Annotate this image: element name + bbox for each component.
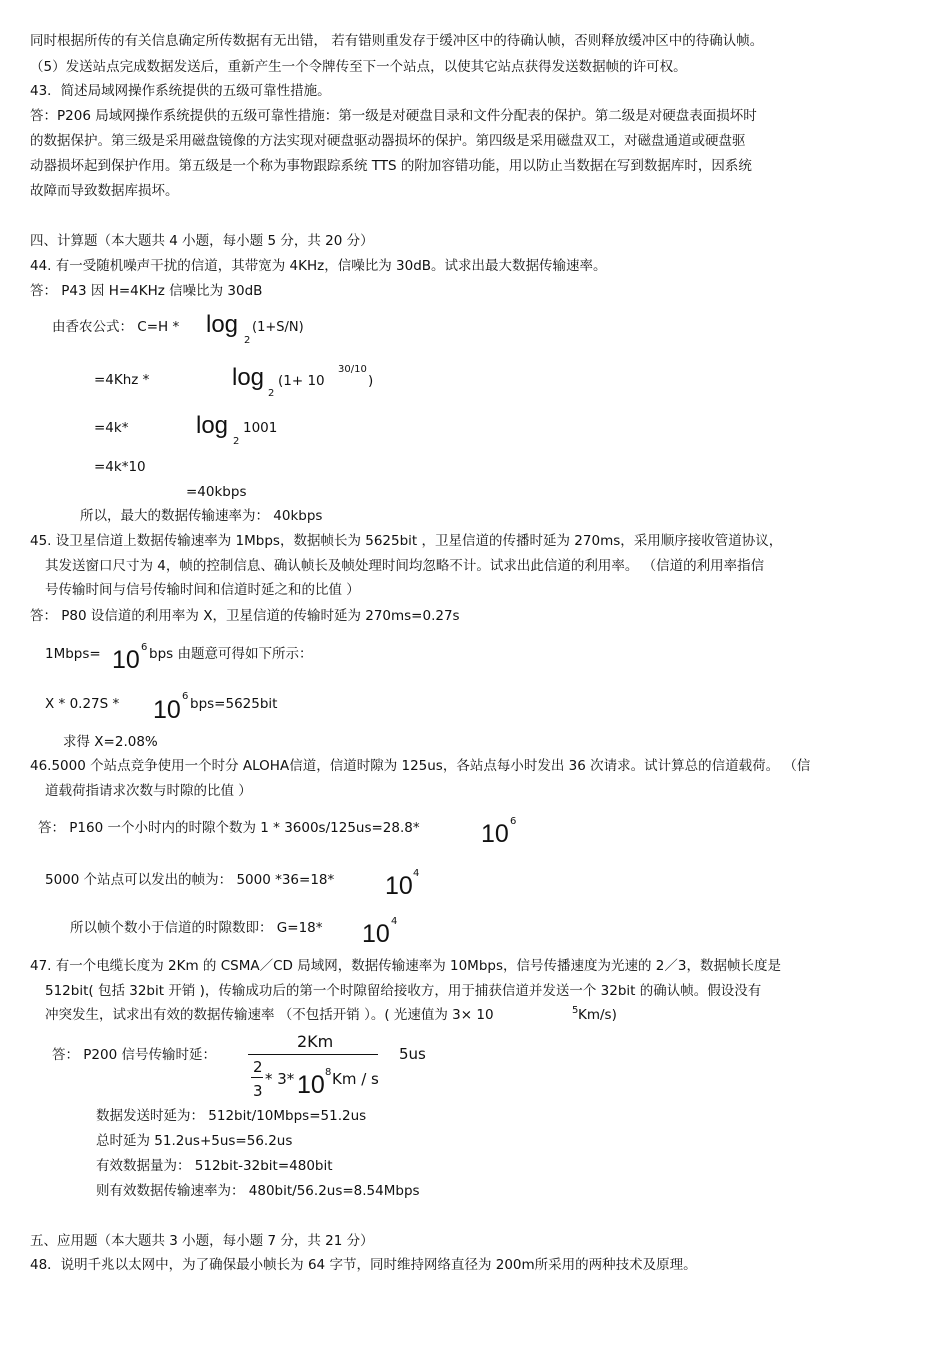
answer-46: 5000 个站点可以发出的帧为： 5000 *36=18* bbox=[45, 872, 335, 888]
equation-text: 1Mbps= bbox=[45, 646, 101, 662]
formula-step: =4k* bbox=[94, 420, 129, 436]
exponent: 4 bbox=[413, 868, 420, 879]
power-base: 10 bbox=[153, 696, 181, 724]
fraction-bar bbox=[251, 1077, 263, 1078]
question-47: 冲突发生，试求出有效的数据传输速率 （不包括开销 ）。( 光速值为 3× 10 bbox=[45, 1007, 494, 1023]
log-base: 2 bbox=[268, 388, 275, 399]
exponent: 4 bbox=[391, 916, 398, 927]
fraction-part: 2 bbox=[253, 1058, 263, 1076]
exponent: 6 bbox=[182, 691, 189, 702]
fraction-numerator: 2Km bbox=[297, 1032, 334, 1051]
calc-line: 有效数据量为： 512bit-32bit=480bit bbox=[96, 1158, 333, 1174]
power-base: 10 bbox=[385, 872, 413, 900]
equation-text: X * 0.27S * bbox=[45, 696, 120, 712]
exponent: 6 bbox=[510, 816, 517, 827]
log-base: 2 bbox=[244, 335, 251, 346]
question-47: 47. 有一个电缆长度为 2Km 的 CSMA／CD 局域网，数据传输速率为 10Mbps，信号传播速度为光速的 2／3，数据帧长度是 bbox=[30, 958, 781, 974]
equation-text: bps=5625bit bbox=[190, 696, 278, 712]
exponent: 8 bbox=[325, 1067, 332, 1078]
question-44: 44. 有一受随机噪声干扰的信道，其带宽为 4KHz，信噪比为 30dB。试求出最大数据传输速率。 bbox=[30, 258, 607, 274]
calc-line: 总时延为 51.2us+5us=56.2us bbox=[96, 1133, 293, 1149]
power-base: 10 bbox=[112, 646, 140, 674]
power-base: 10 bbox=[481, 820, 509, 848]
text-line: （5）发送站点完成数据发送后，重新产生一个令牌传至下一个站点，以使其它站点获得发送数据帧的许可权。 bbox=[30, 59, 687, 75]
fraction-bar bbox=[248, 1054, 378, 1055]
section-heading-4: 四、计算题（本大题共 4 小题，每小题 5 分，共 20 分） bbox=[30, 233, 374, 249]
question-43: 43．简述局域网操作系统提供的五级可靠性措施。 bbox=[30, 83, 331, 99]
conclusion: 所以，最大的数据传输速率为： 40kbps bbox=[80, 508, 323, 524]
log-argument: (1+S/N) bbox=[252, 320, 304, 335]
answer-47: 答： P200 信号传输时延： bbox=[52, 1047, 216, 1063]
log-symbol: log bbox=[196, 412, 229, 439]
log-symbol: log bbox=[232, 364, 265, 391]
formula-step: =4Khz * bbox=[94, 372, 150, 388]
text-line: 同时根据所传的有关信息确定所传数据有无出错， 若有错则重发存于缓冲区中的待确认帧，否则释放缓冲区中的待确认帧。 bbox=[30, 33, 764, 49]
result: 求得 X=2.08% bbox=[63, 734, 158, 750]
calc-line: 则有效数据传输速率为： 480bit/56.2us=8.54Mbps bbox=[96, 1183, 420, 1199]
answer-43-line: 动器损坏起到保护作用。第五级是一个称为事物跟踪系统 TTS 的附加容错功能，用以防止当数据在写到数据库时，因系统 bbox=[30, 158, 752, 174]
power-base: 10 bbox=[362, 920, 390, 948]
answer-46: 答： P160 一个小时内的时隙个数为 1 * 3600s/125us=28.8* bbox=[38, 820, 420, 836]
log-argument: (1+ 10 bbox=[278, 373, 325, 389]
fraction-part: 3 bbox=[253, 1082, 263, 1100]
fraction-part: Km / s bbox=[332, 1070, 379, 1088]
answer-43-line: 的数据保护。第三级是采用磁盘镜像的方法实现对硬盘驱动器损坏的保护。第四级是采用磁盘双工，对磁盘通道或硬盘驱 bbox=[30, 133, 746, 149]
question-45: 号传输时间与信号传输时间和信道时延之和的比值 ） bbox=[45, 582, 360, 598]
question-45: 45. 设卫星信道上数据传输速率为 1Mbps，数据帧长为 5625bit ，卫星信道的传播时延为 270ms，采用顺序接收管道协议， bbox=[30, 533, 783, 549]
log-base: 2 bbox=[233, 436, 240, 447]
fraction-result: 5us bbox=[399, 1045, 426, 1063]
question-46: 46.5000 个站点竞争使用一个时分 ALOHA信道，信道时隙为 125us，各站点每小时发出 36 次请求。试计算总的信道载荷。 （信 bbox=[30, 758, 811, 774]
exponent: 6 bbox=[141, 642, 148, 653]
section-heading-5: 五、应用题（本大题共 3 小题，每小题 7 分，共 21 分） bbox=[30, 1233, 374, 1249]
answer-46: 所以帧个数小于信道的时隙数即： G=18* bbox=[70, 920, 323, 936]
power-base: 10 bbox=[297, 1071, 325, 1099]
question-45: 其发送窗口尺寸为 4，帧的控制信息、确认帧长及帧处理时间均忽略不计。试求出此信道的利用率。 （信道的利用率指信 bbox=[45, 558, 765, 574]
equation-text: bps 由题意可得如下所示： bbox=[149, 646, 313, 662]
answer-43-line: 答：P206 局域网操作系统提供的五级可靠性措施：第一级是对硬盘目录和文件分配表的保护。第二级是对硬盘表面损坏时 bbox=[30, 108, 757, 124]
fraction-part: * 3* bbox=[265, 1070, 295, 1088]
formula-step: =4k*10 bbox=[94, 459, 146, 475]
question-47: Km/s) bbox=[578, 1007, 617, 1023]
close-paren: ) bbox=[368, 373, 374, 389]
formula-label: 由香农公式： C=H * bbox=[52, 319, 180, 335]
question-48: 48．说明千兆以太网中，为了确保最小帧长为 64 字节，同时维持网络直径为 200m所采用的两种技术及原理。 bbox=[30, 1257, 697, 1273]
formula-step: =40kbps bbox=[186, 484, 247, 500]
question-47: 512bit( 包括 32bit 开销 )，传输成功后的第一个时隙留给接收方，用于捕获信道并发送一个 32bit 的确认帧。假设没有 bbox=[45, 983, 762, 999]
answer-43-line: 故障而导致数据库损坏。 bbox=[30, 183, 179, 199]
exponent: 30/10 bbox=[338, 364, 367, 375]
answer-44: 答： P43 因 H=4KHz 信噪比为 30dB bbox=[30, 283, 263, 299]
exponent: 5 bbox=[572, 1005, 579, 1016]
calc-line: 数据发送时延为： 512bit/10Mbps=51.2us bbox=[96, 1108, 367, 1124]
answer-45: 答： P80 设信道的利用率为 X，卫星信道的传输时延为 270ms=0.27s bbox=[30, 608, 460, 624]
log-symbol: log bbox=[206, 311, 239, 338]
question-46: 道载荷指请求次数与时隙的比值 ） bbox=[45, 783, 252, 799]
log-argument: 1001 bbox=[243, 420, 278, 436]
